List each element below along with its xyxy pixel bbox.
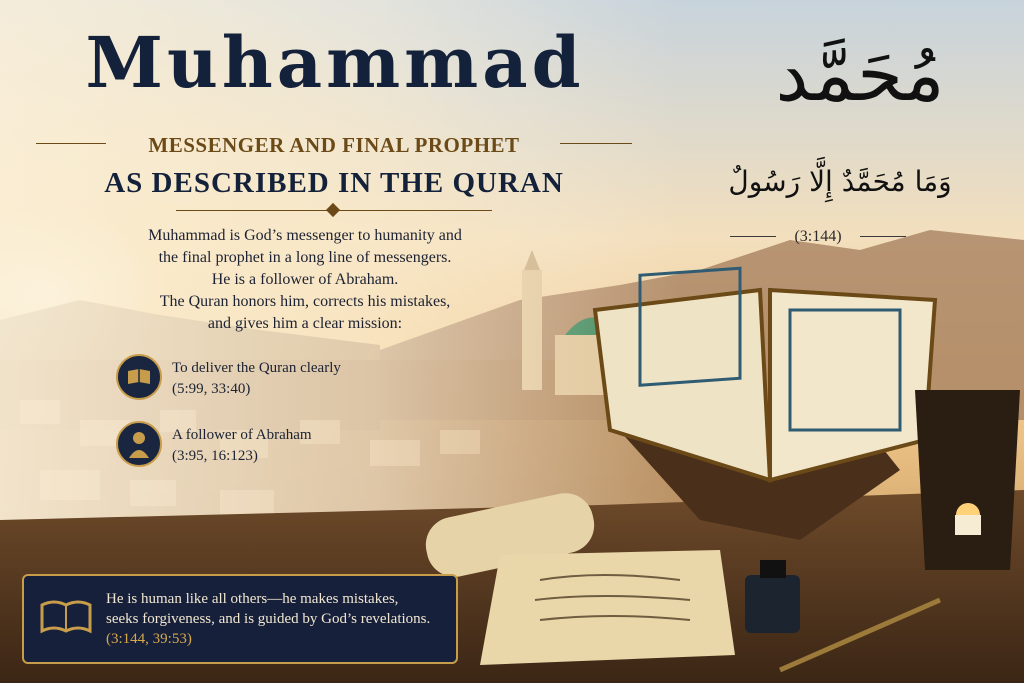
bullet-ref: (5:99, 33:40) (172, 381, 251, 397)
open-book-icon (38, 597, 94, 642)
note-line: seeks forgiveness, and is guided by God’s revelations. (106, 611, 431, 627)
bullet-item (116, 421, 312, 467)
intro-line: and gives him a clear mission: (207, 315, 403, 332)
intro-line: Muhammad is God’s messenger to humanity and (148, 227, 462, 244)
abraham-figure-icon (116, 421, 162, 467)
note-reference: (3:144, 39:53) (106, 631, 192, 647)
page-subtitle: MESSENGER AND FINAL PROPHET (148, 133, 520, 157)
intro-line: The Quran honors him, corrects his mistakes, (159, 293, 451, 310)
subtitle-rule-right (560, 143, 632, 144)
bullet-label: To deliver the Quran clearly (172, 360, 341, 376)
page-title: Muhammad (85, 21, 585, 104)
verse-reference: (3:144) (794, 228, 842, 245)
arabic-verse: وَمَا مُحَمَّدٌ إِلَّا رَسُولٌ (728, 165, 952, 198)
bullet-label: A follower of Abraham (172, 427, 312, 443)
bullet-item (116, 354, 341, 400)
section-heading: AS DESCRIBED IN THE QURAN (104, 167, 564, 199)
note-line: He is human like all others—he makes mistakes, (106, 591, 399, 607)
bullet-ref: (3:95, 16:123) (172, 448, 258, 464)
verse-ref-rule-right (860, 236, 906, 237)
quran-book-icon (116, 354, 162, 400)
human-note-panel (22, 574, 458, 664)
intro-paragraph (95, 225, 515, 335)
intro-line: He is a follower of Abraham. (211, 271, 399, 288)
intro-line: the final prophet in a long line of messengers. (158, 249, 452, 266)
arabic-name-calligraphy: مُحَمَّد (775, 32, 945, 118)
